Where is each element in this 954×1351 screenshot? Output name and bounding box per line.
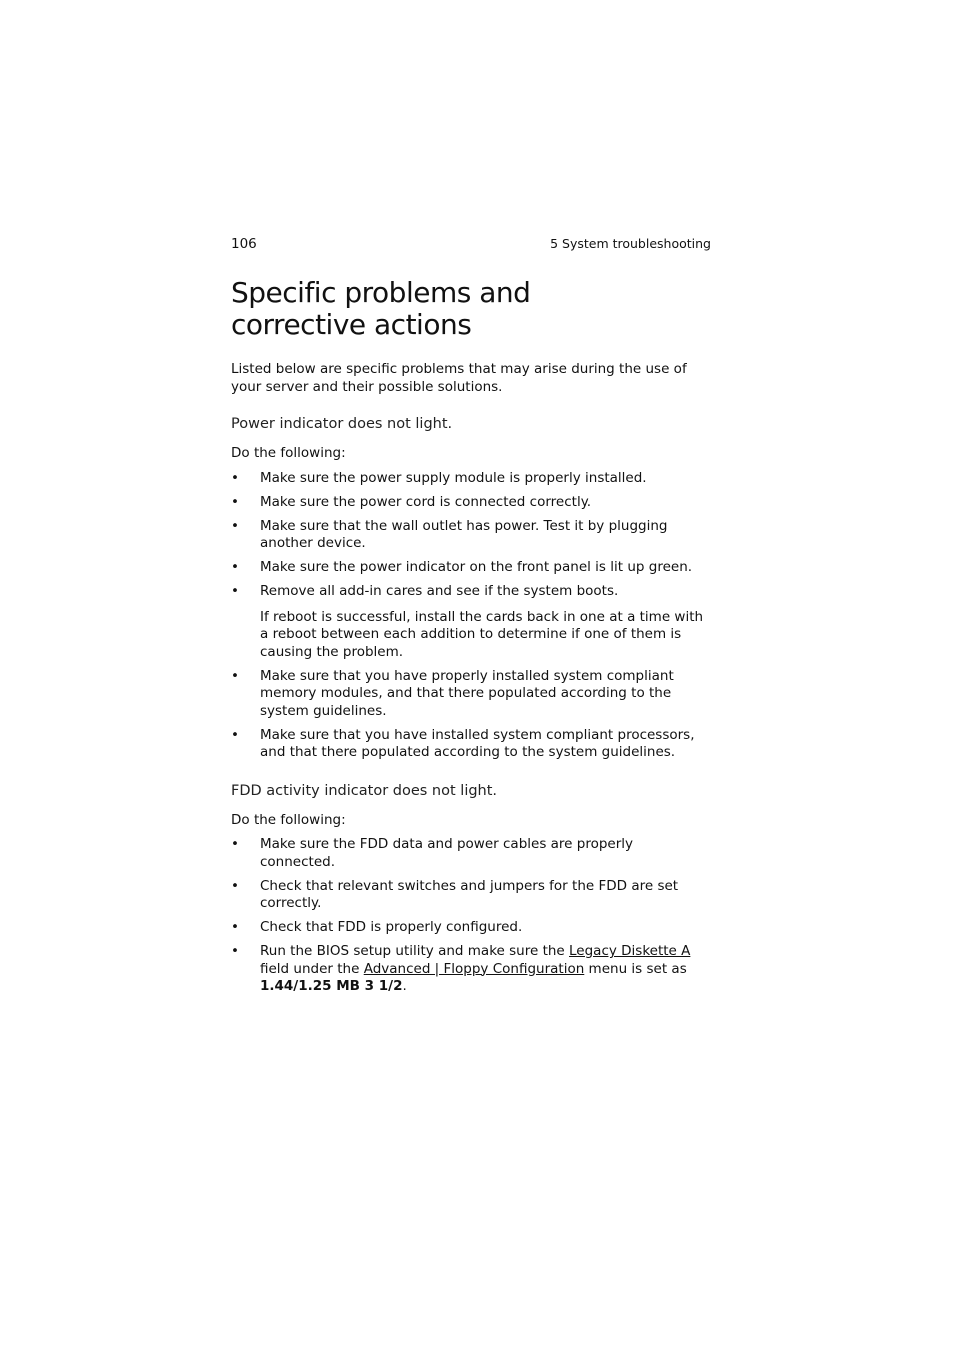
bullet-icon: • xyxy=(231,517,239,534)
chapter-title: 5 System troubleshooting xyxy=(550,236,711,251)
list-item: • Check that FDD is properly configured. xyxy=(231,919,523,935)
list-item-bios: • Run the BIOS setup utility and make sure the Legacy Diskette A field under the Advanced | Floppy Configuration menu is set as 1.44/1.25 MB 3 1/2. xyxy=(231,943,691,994)
list-item: • Make sure that the wall outlet has power. Test it by plugging another device. xyxy=(231,517,668,551)
bullet-icon: • xyxy=(231,469,239,486)
document-page xyxy=(231,236,711,996)
intro-paragraph: Listed below are specific problems that may arise during the use of your server and their possible solutions. xyxy=(231,361,687,395)
problem-section-power xyxy=(231,414,711,762)
list-item: • Make sure the power cord is connected correctly. xyxy=(231,493,592,510)
bullet-icon: • xyxy=(231,943,239,959)
list-item: • Check that relevant switches and jumpers for the FDD are set correctly. xyxy=(231,877,679,911)
list-item: • Make sure that you have installed system compliant processors, and that there populated according to the system guidelines. xyxy=(231,726,695,760)
bullet-icon: • xyxy=(231,493,239,510)
bullet-icon: • xyxy=(231,667,239,684)
page-number: 106 xyxy=(231,236,257,252)
list-item: • Make sure the FDD data and power cables are properly connected. xyxy=(231,836,634,870)
list-item: • Make sure the power indicator on the front panel is lit up green. xyxy=(231,559,693,575)
bullet-icon: • xyxy=(231,583,239,599)
solution-list-continued xyxy=(231,668,711,762)
problem-heading: Power indicator does not light. xyxy=(231,416,453,432)
solution-list xyxy=(231,470,711,601)
legacy-diskette-field-ref: Legacy Diskette A xyxy=(569,943,691,959)
floppy-configuration-menu-ref: Advanced | Floppy Configuration xyxy=(363,960,585,977)
page-title: Specific problems and corrective actions xyxy=(231,276,531,341)
reboot-note: If reboot is successful, install the cards back in one at a time with a reboot between each addition to determine if one of them is causing the problem. xyxy=(260,608,704,660)
bullet-icon: • xyxy=(231,726,239,743)
page-header xyxy=(231,236,711,256)
solution-list xyxy=(231,836,711,996)
bullet-icon: • xyxy=(231,836,239,852)
instruction-lead: Do the following: xyxy=(231,811,346,828)
problem-heading: FDD activity indicator does not light. xyxy=(231,782,498,799)
diskette-setting-value: 1.44/1.25 MB 3 1/2 xyxy=(260,978,403,994)
list-item: • Make sure that you have properly installed system compliant memory modules, and that there populated according to the system guidelines. xyxy=(231,667,674,719)
bullet-icon: • xyxy=(231,919,239,935)
problem-section-fdd xyxy=(231,781,711,996)
bullet-icon: • xyxy=(231,559,239,575)
instruction-lead: Do the following: xyxy=(231,445,346,461)
bullet-icon: • xyxy=(231,877,239,894)
list-item: • Remove all add-in cares and see if the system boots. xyxy=(231,583,619,599)
list-item: • Make sure the power supply module is properly installed. xyxy=(231,469,647,486)
